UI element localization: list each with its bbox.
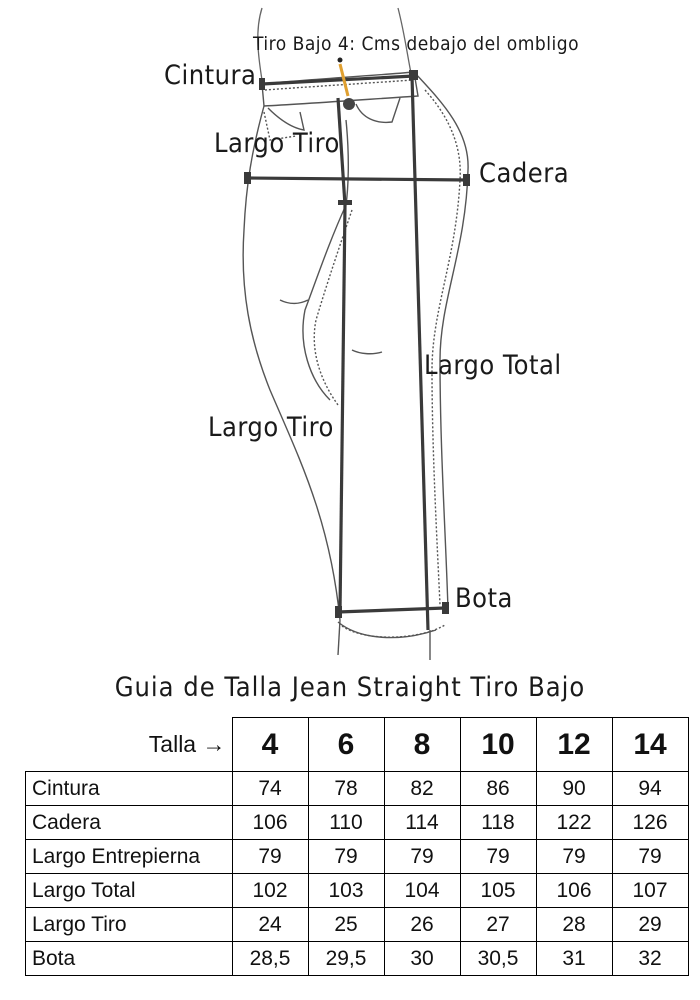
measurement-cell: 122 — [536, 806, 612, 840]
measurement-cell: 94 — [612, 772, 688, 806]
size-header-cell: 6 — [308, 718, 384, 772]
table-row — [26, 874, 689, 908]
measurement-cell: 29,5 — [308, 942, 384, 976]
measurement-cell: 110 — [308, 806, 384, 840]
size-header-cell: 14 — [612, 718, 688, 772]
size-header-cell: 10 — [460, 718, 536, 772]
table-row — [26, 772, 689, 806]
measurement-cell: 74 — [232, 772, 308, 806]
measurement-cell: 32 — [612, 942, 688, 976]
row-label: Cintura — [26, 772, 233, 806]
measurement-cell: 30 — [384, 942, 460, 976]
size-header-cell: 4 — [232, 718, 308, 772]
measurement-cell: 26 — [384, 908, 460, 942]
row-label: Largo Total — [26, 874, 233, 908]
table-row — [26, 942, 689, 976]
measurement-cell: 79 — [460, 840, 536, 874]
largo-tiro-label-mid: Largo Tiro — [208, 412, 334, 443]
measurement-cell: 79 — [384, 840, 460, 874]
bota-label: Bota — [455, 583, 513, 614]
measurement-cell: 30,5 — [460, 942, 536, 976]
measurement-cell: 31 — [536, 942, 612, 976]
largo-tiro-label-top: Largo Tiro — [214, 128, 340, 159]
navel-dot — [338, 58, 343, 63]
measurement-cell: 28,5 — [232, 942, 308, 976]
largo-total-label: Largo Total — [424, 350, 562, 381]
measurement-cell: 90 — [536, 772, 612, 806]
measurement-cell: 79 — [308, 840, 384, 874]
cintura-label: Cintura — [164, 60, 257, 91]
measurement-cell: 24 — [232, 908, 308, 942]
measurement-cell: 79 — [612, 840, 688, 874]
measurement-cell: 106 — [232, 806, 308, 840]
tiro-note: Tiro Bajo 4: Cms debajo del ombligo — [253, 33, 580, 55]
row-label: Largo Tiro — [26, 908, 233, 942]
button-icon — [343, 98, 355, 110]
table-row — [26, 806, 689, 840]
measurement-cell: 25 — [308, 908, 384, 942]
measurement-cell: 105 — [460, 874, 536, 908]
size-table — [25, 717, 689, 976]
measurement-cell: 29 — [612, 908, 688, 942]
row-label: Largo Entrepierna — [26, 840, 233, 874]
table-row — [26, 840, 689, 874]
measurement-cell: 102 — [232, 874, 308, 908]
row-label: Cadera — [26, 806, 233, 840]
row-label: Bota — [26, 942, 233, 976]
measurement-cell: 107 — [612, 874, 688, 908]
measurement-cell: 79 — [536, 840, 612, 874]
measurement-cell: 104 — [384, 874, 460, 908]
measurement-cell: 28 — [536, 908, 612, 942]
size-header-row — [26, 718, 689, 772]
measurement-cell: 27 — [460, 908, 536, 942]
talla-header-label: Talla → — [26, 718, 233, 772]
measurement-cell: 78 — [308, 772, 384, 806]
measurement-cell: 126 — [612, 806, 688, 840]
measurement-cell: 79 — [232, 840, 308, 874]
cadera-line — [248, 178, 468, 180]
guide-title: Guia de Talla Jean Straight Tiro Bajo — [114, 672, 586, 703]
table-row — [26, 908, 689, 942]
size-header-cell: 8 — [384, 718, 460, 772]
measurement-cell: 106 — [536, 874, 612, 908]
measurement-cell: 82 — [384, 772, 460, 806]
measurement-cell: 86 — [460, 772, 536, 806]
size-header-cell: 12 — [536, 718, 612, 772]
measurement-cell: 118 — [460, 806, 536, 840]
cadera-label: Cadera — [479, 158, 570, 189]
inseam-line — [340, 205, 345, 612]
measurement-cell: 103 — [308, 874, 384, 908]
measurement-cell: 114 — [384, 806, 460, 840]
